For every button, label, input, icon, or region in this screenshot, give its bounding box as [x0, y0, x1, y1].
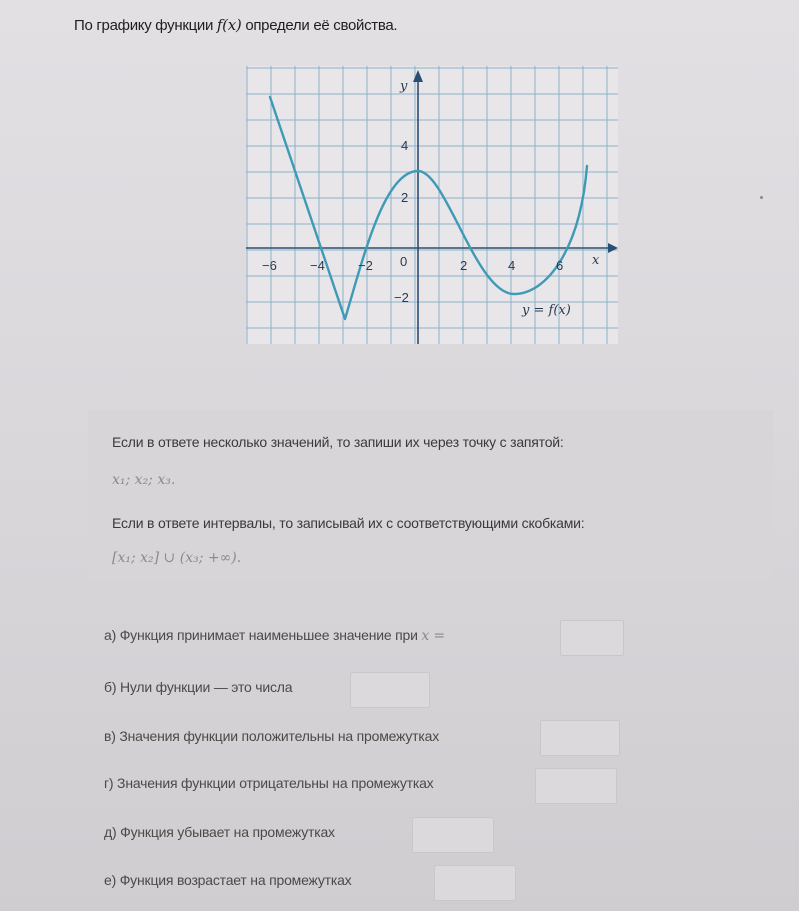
tick-x-minus-4: −4	[310, 258, 325, 273]
question-d: д) Функция убывает на промежутках	[104, 824, 335, 840]
question-b: б) Нули функции — это числа	[104, 679, 293, 695]
answer-input-e[interactable]	[434, 865, 516, 901]
question-e: е) Функция возрастает на промежутках	[104, 872, 352, 888]
question-v: в) Значения функции положительны на промежутках	[104, 728, 440, 744]
answer-input-d[interactable]	[412, 817, 494, 853]
task-title	[74, 16, 397, 34]
list-hint-text: Если в ответе несколько значений, то запиши их через точку с запятой:	[112, 434, 564, 450]
tick-x-2: 2	[460, 258, 468, 273]
tick-origin: 0	[400, 254, 408, 269]
task-title-text: По графику функции	[74, 17, 214, 34]
stray-dot	[760, 196, 763, 199]
question-a	[104, 627, 445, 644]
function-graph	[246, 66, 618, 344]
interval-hint-text: Если в ответе интервалы, то записывай их с соответствующими скобками:	[112, 515, 585, 531]
question-a-text: а) Функция принимает наименьшее значение при	[104, 627, 418, 643]
tick-y-4: 4	[401, 138, 409, 153]
tick-y-minus-2: −2	[394, 290, 409, 305]
answer-input-a[interactable]	[560, 620, 624, 656]
answer-input-v[interactable]	[540, 720, 620, 756]
answer-input-g[interactable]	[535, 768, 617, 804]
question-g: г) Значения функции отрицательны на промежутках	[104, 775, 434, 791]
answer-input-b[interactable]	[350, 672, 430, 708]
tick-x-minus-2: −2	[358, 258, 373, 273]
question-a-math: x =	[421, 628, 445, 644]
x-axis-label: x	[592, 253, 600, 268]
interval-example: [x₁; x₂] ∪ (x₃; +∞).	[112, 550, 242, 566]
curve-label: y = f(x)	[522, 303, 571, 318]
tick-x-4: 4	[508, 258, 516, 273]
task-title-function: f(x)	[216, 16, 242, 34]
tick-x-6: 6	[556, 258, 564, 273]
tick-x-minus-6: −6	[262, 258, 277, 273]
y-axis-label: y	[400, 79, 408, 94]
list-example: x₁; x₂; x₃.	[112, 472, 176, 488]
tick-y-2: 2	[401, 190, 409, 205]
task-title-rest: определи её свойства.	[245, 17, 398, 34]
